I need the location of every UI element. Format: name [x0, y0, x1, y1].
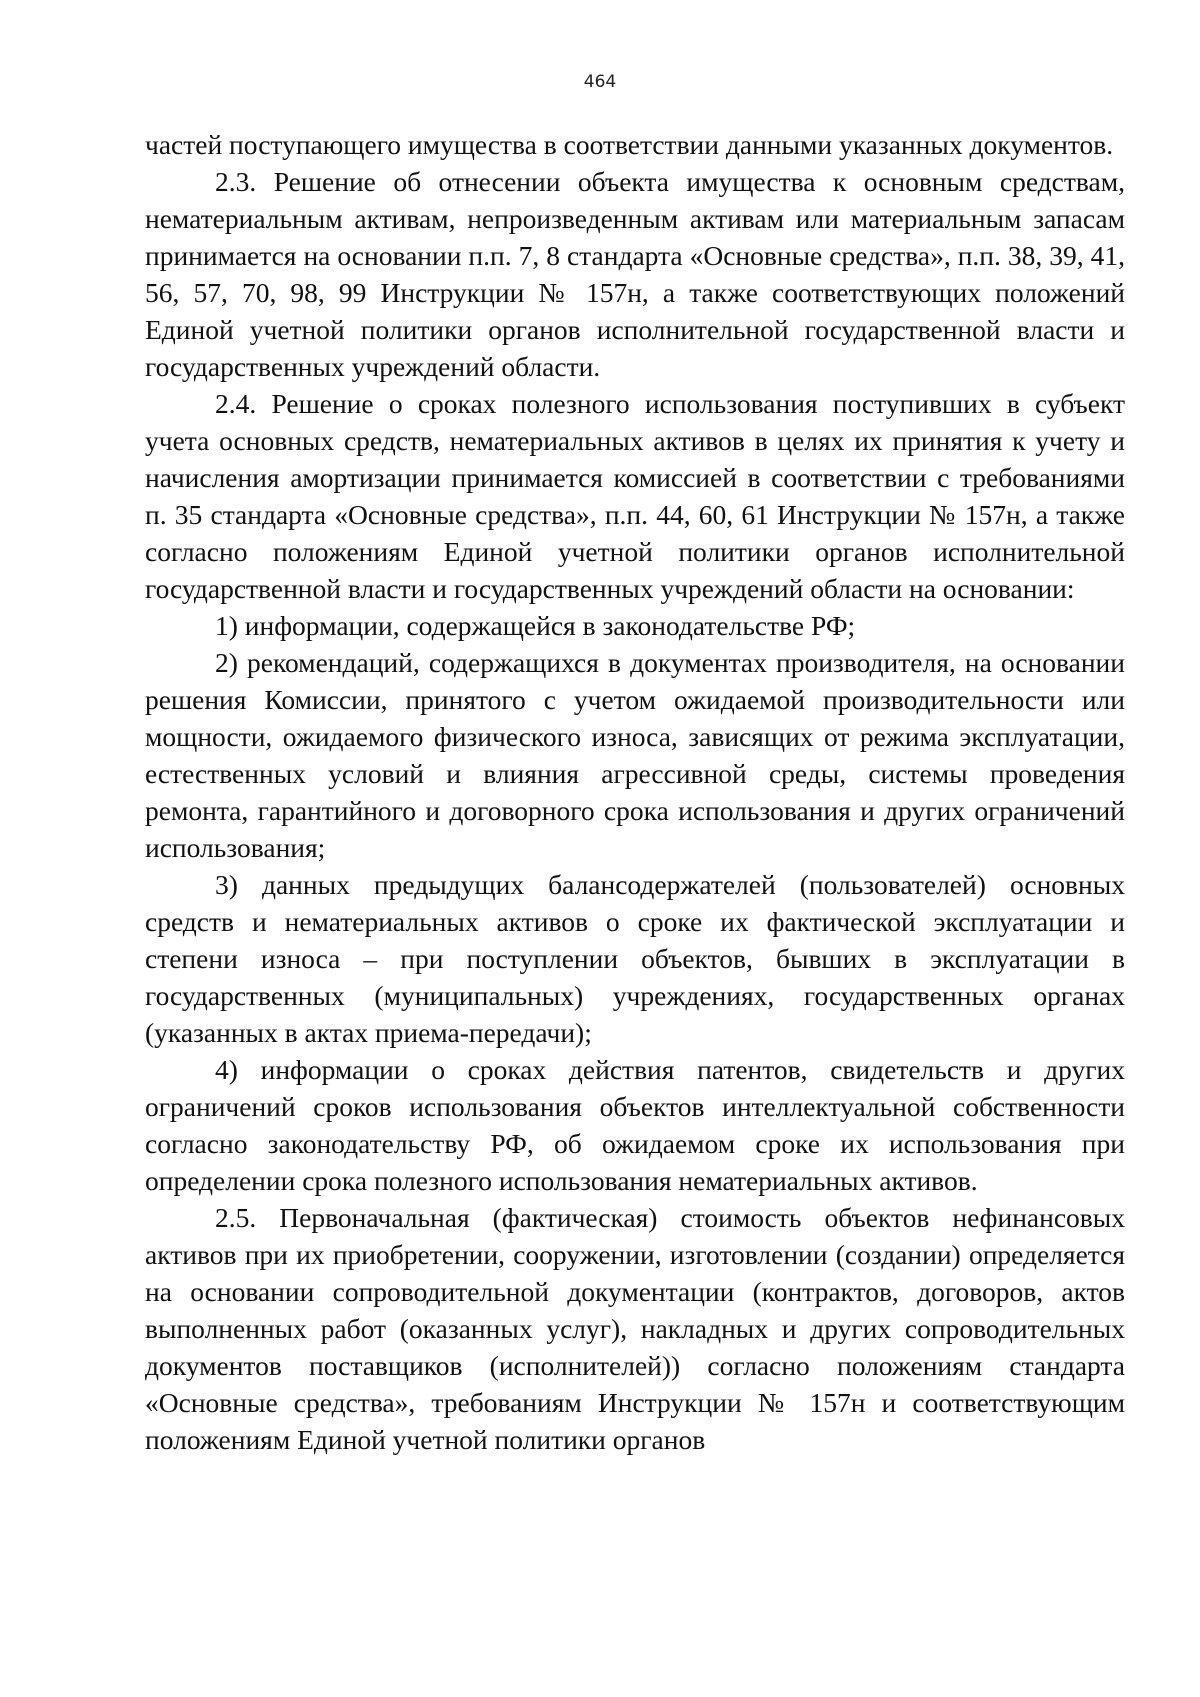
paragraph-2-5: 2.5. Первоначальная (фактическая) стоимость объектов нефинансовых активов при их приобретении, сооружении, изготовлении (создании) определяется на основании сопроводительной документации (контрактов, договоров, актов выполненных работ (оказанных услуг), накладных и других сопроводительных документов поставщиков (исполнителей)) согласно положениям стандарта «Основные средства», требованиям Инструкции № 157н и соответствующим положениям Единой учетной политики органов — [145, 1202, 1125, 1455]
page-number: 464 — [583, 72, 617, 92]
list-item-2: 2) рекомендаций, содержащихся в документах производителя, на основании решения Комиссии, принятого с учетом ожидаемой производительности или мощности, ожидаемого физического износа, зависящих от режима эксплуатации, естественных условий и влияния агрессивной среды, системы проведения ремонта, гарантийного и договорного срока использования и других ограничений использования; — [145, 647, 1125, 863]
paragraph-continuation: частей поступающего имущества в соответствии данными указанных документов. — [145, 129, 1114, 160]
paragraph-2-3: 2.3. Решение об отнесении объекта имущества к основным средствам, нематериальным активам, непроизведенным активам или материальным запасам принимается на основании п.п. 7, 8 стандарта «Основные средства», п.п. 38, 39, 41, 56, 57, 70, 98, 99 Инструкции № 157н, а также соответствующих положений Единой учетной политики органов исполнительной государственной власти и государственных учреждений области. — [145, 166, 1125, 382]
list-item-3: 3) данных предыдущих балансодержателей (пользователей) основных средств и нематериальных активов о сроке их фактической эксплуатации и степени износа – при поступлении объектов, бывших в эксплуатации в государственных (муниципальных) учреждениях, государственных органах (указанных в актах приема-передачи); — [145, 869, 1125, 1048]
list-item-4: 4) информации о сроках действия патентов, свидетельств и других ограничений сроков использования объектов интеллектуальной собственности согласно законодательству РФ, об ожидаемом сроке их использования при определении срока полезного использования нематериальных активов. — [145, 1054, 1125, 1196]
paragraph-2-4: 2.4. Решение о сроках полезного использования поступивших в субъект учета основных средств, нематериальных активов в целях их принятия к учету и начисления амортизации принимается комиссией в соответствии с требованиями п. 35 стандарта «Основные средства», п.п. 44, 60, 61 Инструкции № 157н, а также согласно положениям Единой учетной политики органов исполнительной государственной власти и государственных учреждений области на основании: — [145, 388, 1125, 604]
list-item-1: 1) информации, содержащейся в законодательстве РФ; — [215, 610, 856, 641]
document-body — [145, 126, 1125, 1458]
